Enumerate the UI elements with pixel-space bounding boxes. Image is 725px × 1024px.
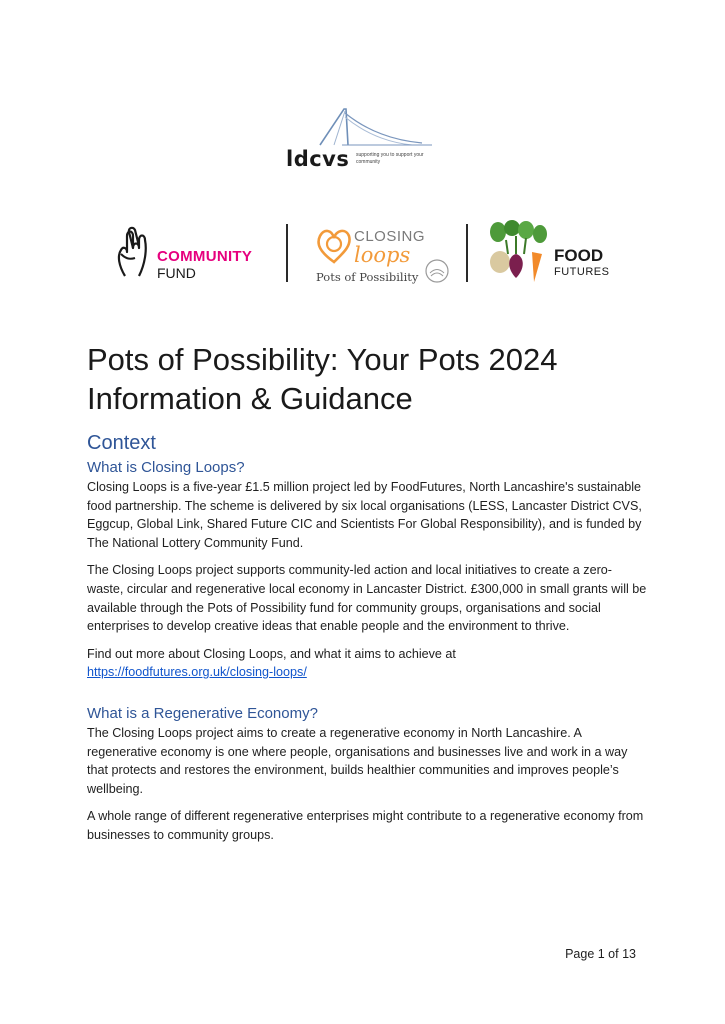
closing-loops-logo: [314, 222, 454, 288]
heart-loop-icon: [314, 224, 354, 268]
closing-loops-link[interactable]: https://foodfutures.org.uk/closing-loops/: [87, 665, 307, 680]
food-futures-line1: FOOD: [554, 246, 604, 265]
closing-loops-line2: loops: [354, 243, 411, 267]
ldcvs-logo: [282, 103, 442, 173]
food-futures-logo: [486, 220, 616, 286]
vegetables-icon: [486, 220, 554, 286]
pot-circle-icon: [424, 258, 450, 284]
closing-loops-line3: Pots of Possibility: [316, 270, 419, 284]
paragraph-text: Find out more about Closing Loops, and what it aims to achieve at: [87, 646, 456, 661]
community-fund-logo: [113, 226, 273, 281]
context-heading: Context: [87, 432, 156, 454]
paragraph-with-link: [87, 645, 647, 682]
paragraph: A whole range of different regenerative enterprises might contribute to a regenerative economy from businesses to community groups.: [87, 809, 644, 842]
ldcvs-tagline: supporting you to support your community: [356, 152, 424, 165]
partner-logos: [0, 218, 725, 288]
paragraph: Closing Loops is a five-year £1.5 million project led by FoodFutures, North Lancashire's sustainable food partnership. The scheme is delivered by six local organisations (LESS, Lancaster District CVS, Eggcup, Global Link, Shared Future CIC and Scientists For Global Responsibility), and is funded by The National Lottery Community Fund.: [87, 480, 642, 550]
community-fund-line1: COMMUNITY: [157, 248, 253, 265]
closing-loops-line1: CLOSING: [354, 228, 426, 245]
logo-divider: [466, 224, 468, 282]
logo-divider: [286, 224, 288, 282]
document-body: [87, 340, 647, 854]
title-line1: Pots of Possibility: Your Pots 2024: [87, 342, 558, 377]
community-fund-line2: FUND: [157, 265, 196, 281]
paragraph: The Closing Loops project aims to create a regenerative economy in North Lancashire. A regenerative economy is one where people, organisations and businesses live and work in a way that protects and restores the environment, builds healthier communities and improves people’s wellbeing.: [87, 725, 628, 796]
paragraph: The Closing Loops project supports community-led action and local initiatives to create a zero-waste, circular and regenerative local economy in Lancaster District. £300,000 in small grants will be available through the Pots of Possibility fund for community groups, organisations and social enterprises to develop creative ideas that enable people and the environment to thrive.: [87, 563, 647, 634]
title-line2: Information & Guidance: [87, 381, 413, 416]
section-heading-regenerative-economy: What is a Regenerative Economy?: [87, 704, 318, 722]
ldcvs-wordmark: ldcvs: [286, 147, 350, 171]
document-title: [87, 340, 647, 418]
bridge-icon: [282, 103, 442, 153]
food-futures-line2: FUTURES: [554, 266, 610, 278]
crossed-fingers-icon: [113, 226, 153, 278]
section-heading-closing-loops: What is Closing Loops?: [87, 459, 245, 476]
page-number: Page 1 of 13: [565, 947, 636, 961]
